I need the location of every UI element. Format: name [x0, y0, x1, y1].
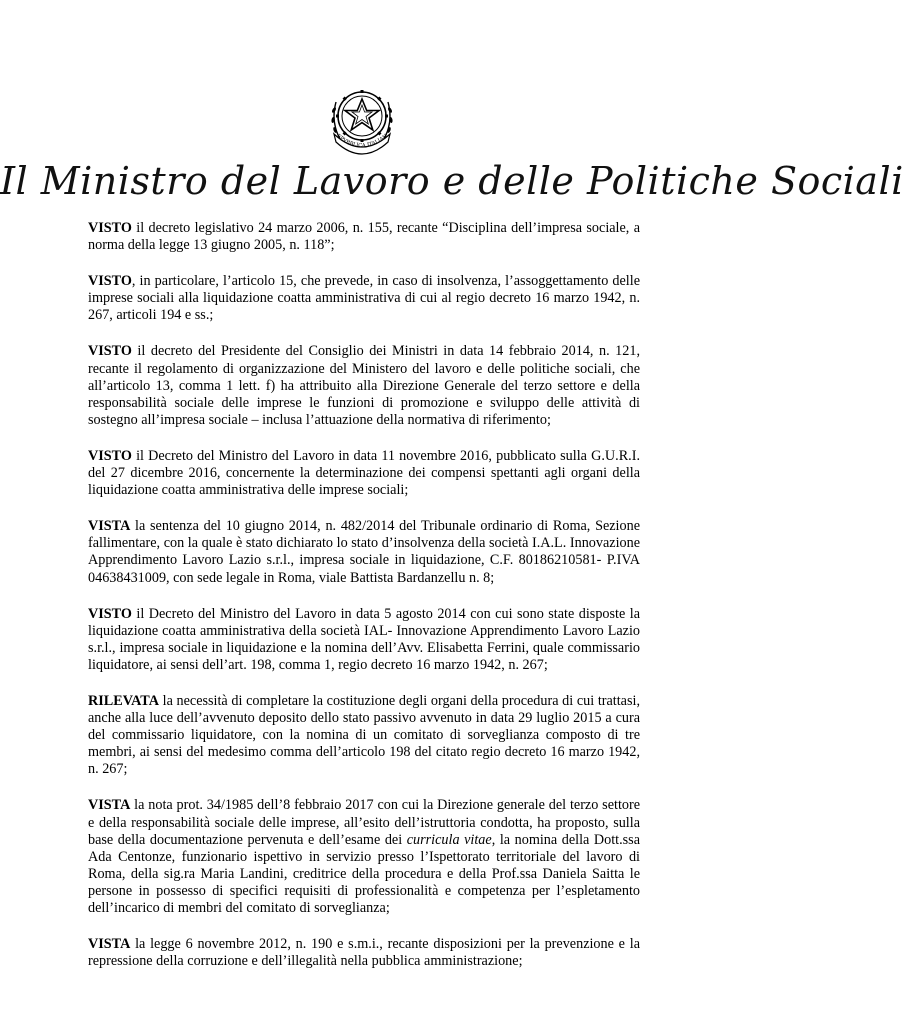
paragraph-lead: RILEVATA: [88, 692, 159, 709]
paragraph-text: la legge 6 novembre 2012, n. 190 e s.m.i., recante disposizioni per la prevenzione e la repressione della corruzione e dell’illegalità nella pubblica amministrazione;: [88, 936, 640, 970]
paragraph-lead: VISTO: [88, 343, 132, 360]
paragraph-2: [88, 273, 640, 324]
paragraph-lead: VISTA: [88, 936, 131, 953]
paragraph-text: la necessità di completare la costituzione degli organi della procedura di cui trattasi, anche alla luce dell’avvenuto deposito dello stato passivo avvenuto in data 29 luglio 2015 a cura del commissario liquidatore, con la nomina di un comitato di sorveglianza composto di tre membri, ai sensi del medesimo comma dell’articolo 198 del citato regio decreto 16 marzo 1942, n. 267;: [88, 692, 640, 778]
paragraph-lead: VISTO: [88, 220, 132, 236]
paragraph-7: [88, 693, 640, 778]
paragraph-6: [88, 606, 640, 674]
paragraph-text: , la nomina della Dott.ssa Ada Centonze, funzionario ispettivo in servizio presso l’Ispettorato territoriale del lavoro di Roma, della sig.ra Maria Landini, creditrice della procedura e della Prof.ssa Daniela Saitta le persone in possesso di specifici requisiti di professionalità e competenza per l’espletamento dell’incarico di membri del comitato di sorveglianza;: [88, 831, 641, 916]
paragraph-text: la nota prot. 34/1985 dell’8 febbraio 2017 con cui la Direzione generale del terzo settore e della responsabilità sociale delle imprese, all’esito dell’istruttoria condotta, ha proposto, sulla base della documentazione pervenuta e dell’esame dei: [88, 797, 640, 848]
paragraph-4: [88, 448, 640, 499]
paragraph-text: il Decreto del Ministro del Lavoro in data 11 novembre 2016, pubblicato sulla G.U.R.I. del 27 dicembre 2016, concernente la determinazione dei compensi spettanti agli organi della liquidazione coatta amministrativa delle imprese sociali;: [88, 447, 640, 499]
paragraph-italic-text: curricula vitae: [406, 831, 492, 848]
paragraph-lead: VISTO: [88, 273, 132, 290]
paragraph-text: il decreto legislativo 24 marzo 2006, n. 155, recante “Disciplina dell’impresa sociale, a norma della legge 13 giugno 2005, n. 118”;: [88, 220, 640, 254]
paragraph-1: [88, 220, 640, 254]
ministry-title: Il Ministro del Lavoro e delle Politiche Sociali: [0, 159, 904, 203]
paragraph-3: [88, 343, 640, 428]
paragraph-9: [88, 936, 640, 970]
paragraph-8: [88, 797, 640, 917]
paragraph-5: [88, 518, 640, 586]
paragraph-lead: VISTA: [88, 797, 131, 814]
emblem-ribbon-text: EPVBBLICA ITALIAN: [335, 133, 389, 150]
paragraph-text: il decreto del Presidente del Consiglio dei Ministri in data 14 febbraio 2014, n. 121, recante il regolamento di organizzazione del Ministero del lavoro e delle politiche sociali, che all’articolo 13, comma 1 lett. f) ha attribuito alla Direzione Generale del terzo settore e della responsabilità sociale delle imprese le funzioni di promozione e sviluppo delle attività di sostegno all’impresa sociale – inclusa l’attuazione della normativa di riferimento;: [88, 343, 640, 428]
paragraph-text: la sentenza del 10 giugno 2014, n. 482/2014 del Tribunale ordinario di Roma, Sezione fallimentare, con la quale è stato dichiarato lo stato d’insolvenza della società I.A.L. Innovazione Apprendimento Lavoro Lazio s.r.l., impresa sociale in liquidazione, C.F. 80186210581- P.IVA 04638431009, con sede legale in Roma, viale Battista Bardanzellu n. 8;: [88, 518, 640, 586]
document-body: [88, 220, 640, 989]
paragraph-lead: VISTA: [88, 518, 131, 535]
paragraph-lead: VISTO: [88, 447, 132, 464]
paragraph-text: il Decreto del Ministro del Lavoro in data 5 agosto 2014 con cui sono state disposte la liquidazione coatta amministrativa della società IAL- Innovazione Apprendimento Lavoro Lazio s.r.l., impresa sociale in liquidazione e la nomina dell’Avv. Elisabetta Ferrini, quale commissario liquidatore, ai sensi dell’art. 198, comma 1, regio decreto 16 marzo 1942, n. 267;: [88, 605, 640, 673]
paragraph-text: , in particolare, l’articolo 15, che prevede, in caso di insolvenza, l’assoggettamento delle imprese sociali alla liquidazione coatta amministrativa di cui al regio decreto 16 marzo 1942, n. 267, articoli 194 e ss.;: [88, 273, 640, 324]
paragraph-lead: VISTO: [88, 605, 132, 622]
